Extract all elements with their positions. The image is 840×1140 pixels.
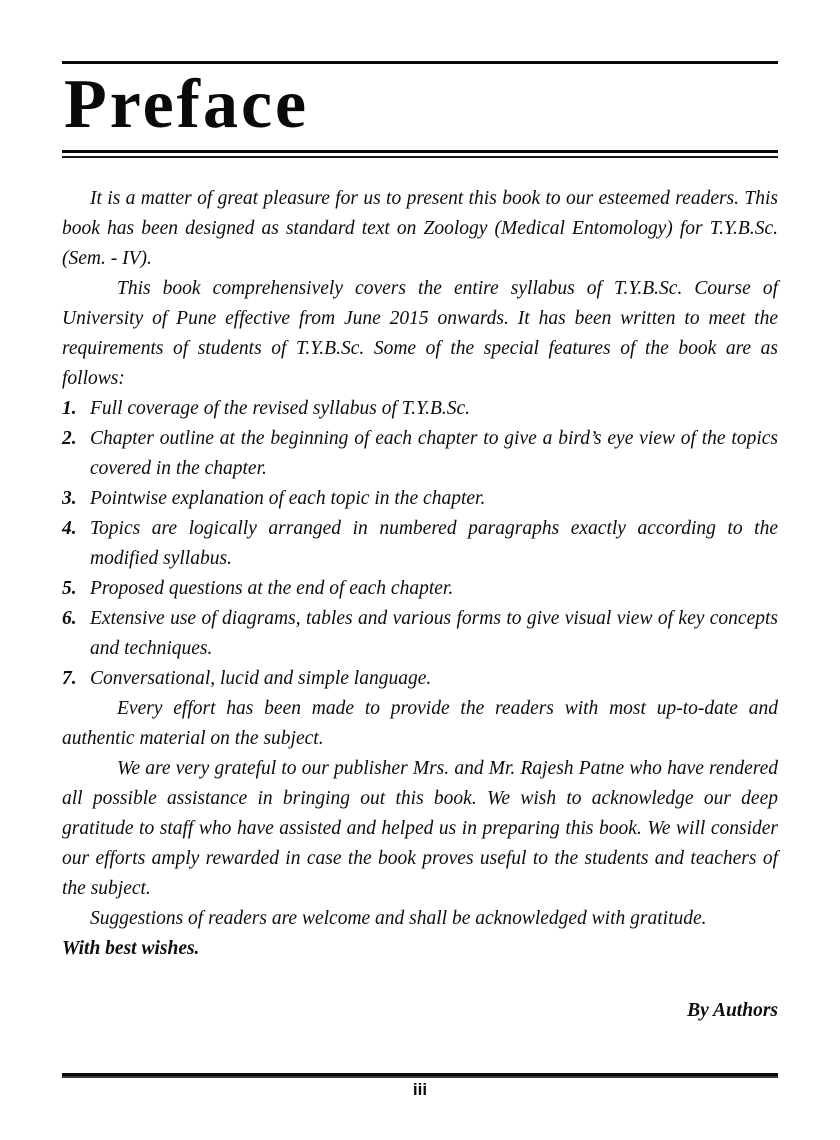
- footer-rule: [62, 1073, 778, 1078]
- list-item-number: 3.: [62, 488, 77, 509]
- page-footer: [62, 1073, 778, 1100]
- list-item-number: 6.: [62, 608, 77, 629]
- list-item: [62, 514, 778, 574]
- paragraph-syllabus: This book comprehensively covers the entire syllabus of T.Y.B.Sc. Course of University of Pune effective from June 2015 onwards. It has been written to meet the requirements of students of T.Y.B.Sc. Some of the special features of the book are as follows:: [62, 278, 778, 389]
- closing-line: With best wishes.: [62, 938, 200, 959]
- list-item-text: Chapter outline at the beginning of each chapter to give a bird’s eye view of the topics covered in the chapter.: [90, 428, 778, 479]
- list-item-text: Proposed questions at the end of each chapter.: [90, 578, 454, 599]
- list-item-text: Full coverage of the revised syllabus of T.Y.B.Sc.: [90, 398, 471, 419]
- list-item: [62, 484, 778, 514]
- page-title: Preface: [64, 66, 310, 143]
- list-item-number: 5.: [62, 578, 77, 599]
- list-item: [62, 664, 778, 694]
- list-item-text: Topics are logically arranged in numbered paragraphs exactly according to the modified syllabus.: [90, 518, 778, 569]
- paragraph-suggestions: Suggestions of readers are welcome and shall be acknowledged with gratitude.: [90, 908, 707, 929]
- page-content: [62, 0, 778, 1026]
- list-item: [62, 424, 778, 484]
- feature-list: [62, 394, 778, 694]
- list-item-number: 1.: [62, 398, 77, 419]
- preface-body: [62, 184, 778, 1026]
- paragraph-effort: Every effort has been made to provide the readers with most up-to-date and authentic material on the subject.: [62, 698, 778, 749]
- list-item-text: Conversational, lucid and simple language.: [90, 668, 432, 689]
- list-item-number: 4.: [62, 518, 77, 539]
- top-rule: [62, 61, 778, 64]
- list-item: [62, 394, 778, 424]
- byline: By Authors: [687, 1000, 778, 1021]
- list-item-text: Pointwise explanation of each topic in the chapter.: [90, 488, 486, 509]
- list-item: [62, 574, 778, 604]
- list-item-text: Extensive use of diagrams, tables and various forms to give visual view of key concepts and techniques.: [90, 608, 778, 659]
- paragraph-intro: It is a matter of great pleasure for us to present this book to our esteemed readers. This book has been designed as standard text on Zoology (Medical Entomology) for T.Y.B.Sc. (Sem. - IV).: [62, 188, 778, 269]
- paragraph-thanks: We are very grateful to our publisher Mrs. and Mr. Rajesh Patne who have rendered all possible assistance in bringing out this book. We wish to acknowledge our deep gratitude to staff who have assisted and helped us in preparing this book. We will consider our efforts amply rewarded in case the book proves useful to the students and teachers of the subject.: [62, 758, 778, 899]
- title-underline-rule: [62, 150, 778, 158]
- list-item-number: 7.: [62, 668, 77, 689]
- list-item: [62, 604, 778, 664]
- list-item-number: 2.: [62, 428, 77, 449]
- page-number: iii: [412, 1080, 428, 1099]
